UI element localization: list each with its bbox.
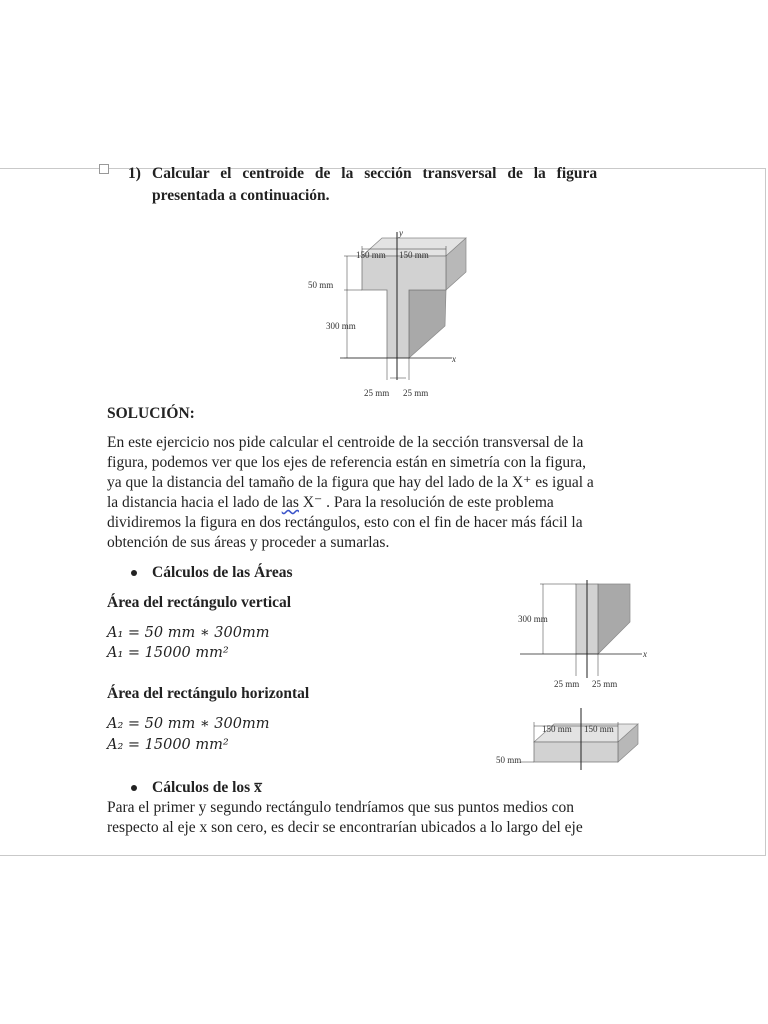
xbar-bullet: Cálculos de los x̅ [152,779,262,796]
dim-label: 150 mm [356,250,386,260]
solution-heading: SOLUCIÓN: [107,405,195,422]
bullet-dot [131,570,137,576]
solution-line: dividiremos la figura en dos rectángulos, esto con el fin de hacer más fácil la [107,514,583,531]
axis-x-label: x [643,649,647,659]
vertical-eq1: A₁ = 50 mm ∗ 300mm [107,625,270,641]
spellcheck-underline: las [281,494,299,511]
solution-line: En este ejercicio nos pide calcular el centroide de la sección transversal de la [107,434,584,451]
dim-label: 50 mm [308,280,334,290]
dim-label: 25 mm [403,388,429,398]
vertical-eq2: A₁ = 15000 mm² [107,645,229,661]
vertical-rect-figure [512,580,652,692]
solution-line: figura, podemos ver que los ejes de referencia están en simetría con la figura, [107,454,587,471]
axis-y-label: y [399,228,403,238]
dim-label: 150 mm [584,724,614,734]
dim-label: 300 mm [326,321,356,331]
horizontal-eq2: A₂ = 15000 mm² [107,737,229,753]
horizontal-rect-figure [494,708,662,770]
solution-line: ya que la distancia del tamaño de la figura que hay del lado de la X⁺ es igual a [107,474,594,491]
solution-line: obtención de sus áreas y proceder a sumarlas. [107,534,390,551]
horizontal-eq1: A₂ = 50 mm ∗ 300mm [107,716,270,732]
exercise-title-line2: presentada a continuación. [152,187,330,204]
xbar-line: Para el primer y segundo rectángulo tendríamos que sus puntos medios con [107,799,575,816]
dim-label: 150 mm [542,724,572,734]
dim-label: 50 mm [496,755,522,765]
dim-label: 25 mm [554,679,580,689]
areas-bullet: Cálculos de las Áreas [152,564,293,581]
dim-label: 150 mm [399,250,429,260]
solution-line: la distancia hacia el lado de las X⁻ . Para la resolución de este problema [107,494,554,511]
dim-label: 25 mm [364,388,390,398]
axis-x-label: x [452,354,456,364]
exercise-number: 1) [128,165,141,182]
dim-label: 300 mm [518,614,548,624]
exercise-title-line1: Calcular el centroide de la sección transversal de la figura [152,165,598,182]
t-section-figure [300,228,470,403]
dim-label: 25 mm [592,679,618,689]
vertical-rect-heading: Área del rectángulo vertical [107,594,292,611]
xbar-line: respecto al eje x son cero, es decir se encontrarían ubicados a lo largo del eje [107,819,583,836]
paragraph-marker [99,164,109,174]
horizontal-rect-heading: Área del rectángulo horizontal [107,685,310,702]
bullet-dot [131,785,137,791]
